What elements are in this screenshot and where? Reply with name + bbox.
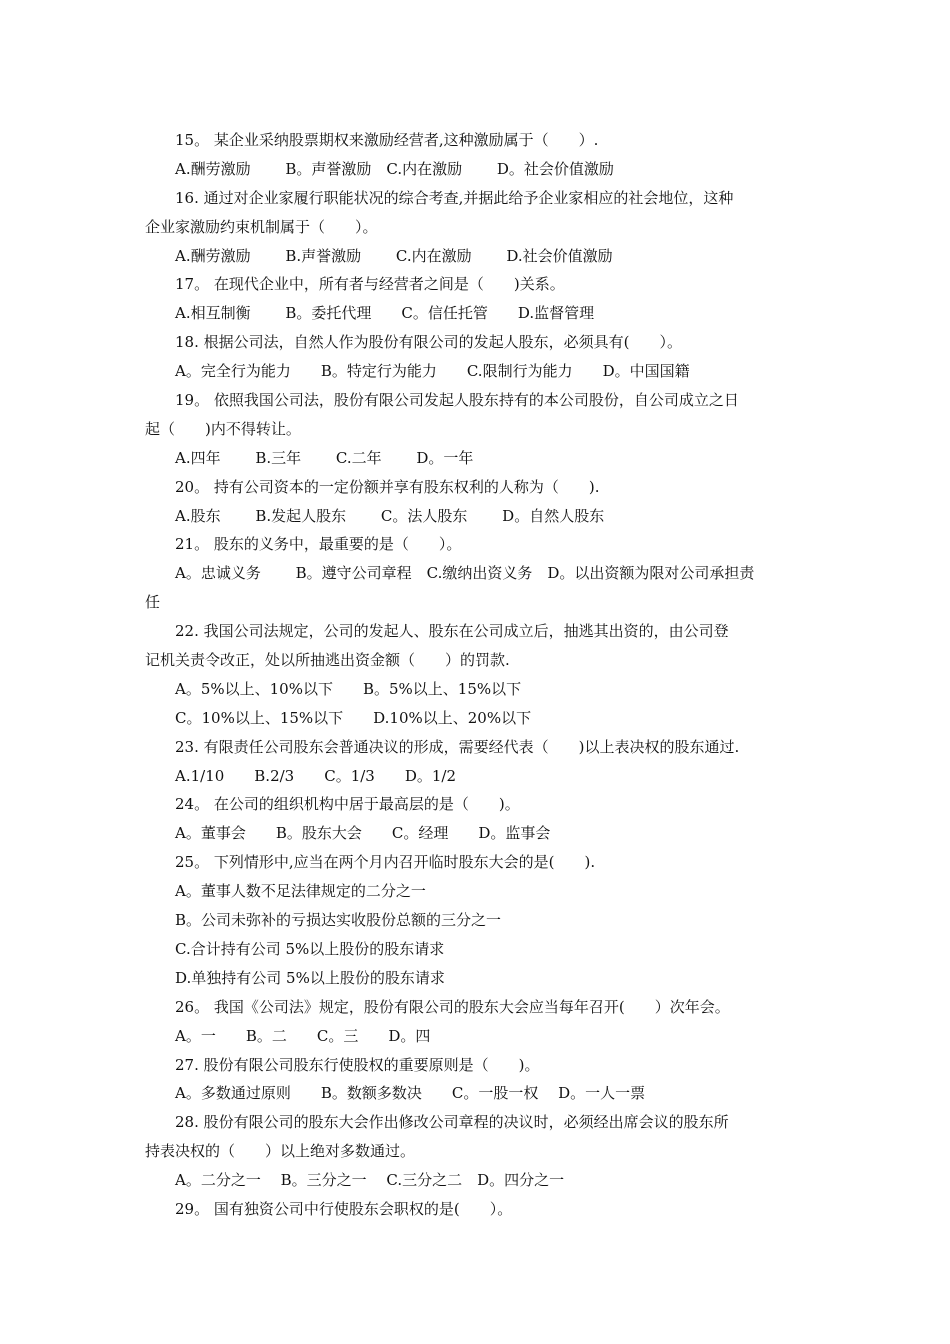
text-line: C.合计持有公司 5%以上股份的股东请求 bbox=[175, 939, 445, 958]
text-line: 20。 持有公司资本的一定份额并享有股东权利的人称为（ ). bbox=[175, 477, 600, 496]
text-line: 26。 我国《公司法》规定，股份有限公司的股东大会应当每年召开( ）次年会。 bbox=[175, 997, 730, 1016]
text-line: 16. 通过对企业家履行职能状况的综合考查,并据此给予企业家相应的社会地位，这种 bbox=[175, 188, 734, 207]
text-line: 持表决权的（ ）以上绝对多数通过。 bbox=[145, 1142, 416, 1161]
text-line: 记机关责令改正，处以所抽逃出资金额（ ）的罚款. bbox=[145, 651, 510, 670]
text-line: A.酬劳激励 B。声誉激励 C.内在激励 D。社会价值激励 bbox=[175, 159, 614, 178]
text-line: A.1/10 B.2/3 C。1/3 D。1/2 bbox=[175, 766, 457, 785]
text-line: 28. 股份有限公司的股东大会作出修改公司章程的决议时，必须经出席会议的股东所 bbox=[175, 1113, 729, 1132]
text-line: 起（ )内不得转让。 bbox=[145, 419, 301, 438]
text-line: A。多数通过原则 B。数额多数决 C。一股一权 D。一人一票 bbox=[175, 1084, 646, 1103]
text-line: 任 bbox=[145, 593, 161, 612]
text-line: 19。 依照我国公司法，股份有限公司发起人股东持有的本公司股份，自公司成立之日 bbox=[175, 391, 739, 410]
text-line: 21。 股东的义务中，最重要的是（ ）。 bbox=[175, 535, 462, 554]
text-line: A。二分之一 B。三分之一 C.三分之二 D。四分之一 bbox=[175, 1171, 565, 1190]
text-line: 18. 根据公司法，自然人作为股份有限公司的发起人股东，必须具有( ）。 bbox=[175, 333, 682, 352]
text-line: 22. 我国公司法规定，公司的发起人、股东在公司成立后，抽逃其出资的，由公司登 bbox=[175, 622, 729, 641]
text-line: B。公司未弥补的亏损达实收股份总额的三分之一 bbox=[175, 911, 502, 930]
text-line: 27. 股份有限公司股东行使股权的重要原则是（ )。 bbox=[175, 1055, 540, 1074]
text-line: A.股东 B.发起人股东 C。法人股东 D。自然人股东 bbox=[175, 506, 605, 525]
text-line: A.相互制衡 B。委托代理 C。信任托管 D.监督管理 bbox=[175, 304, 595, 323]
text-line: A。忠诚义务 B。遵守公司章程 C.缴纳出资义务 D。以出资额为限对公司承担责 bbox=[175, 564, 755, 583]
text-line: 17。 在现代企业中，所有者与经营者之间是（ )关系。 bbox=[175, 275, 565, 294]
text-line: A。董事人数不足法律规定的二分之一 bbox=[175, 882, 426, 901]
text-line: A.四年 B.三年 C.二年 D。一年 bbox=[175, 448, 474, 467]
text-line: 23. 有限责任公司股东会普通决议的形成，需要经代表（ )以上表决权的股东通过. bbox=[175, 737, 740, 756]
text-line: A。一 B。二 C。三 D。四 bbox=[175, 1026, 431, 1045]
text-line: 15。 某企业采纳股票期权来激励经营者,这种激励属于（ ）. bbox=[175, 131, 599, 149]
text-line: D.单独持有公司 5%以上股份的股东请求 bbox=[175, 968, 445, 987]
text-line: 29。 国有独资公司中行使股东会职权的是( ）。 bbox=[175, 1199, 513, 1218]
text-line: 24。 在公司的组织机构中居于最高层的是（ )。 bbox=[175, 795, 520, 814]
text-line: A.酬劳激励 B.声誉激励 C.内在激励 D.社会价值激励 bbox=[175, 246, 613, 265]
text-line: 25。 下列情形中,应当在两个月内召开临时股东大会的是( ). bbox=[175, 853, 596, 872]
text-line: A。完全行为能力 B。特定行为能力 C.限制行为能力 D。中国国籍 bbox=[175, 362, 690, 381]
text-line: A。董事会 B。股东大会 C。经理 D。监事会 bbox=[175, 824, 551, 843]
text-line: C。10%以上、15%以下 D.10%以上、20%以下 bbox=[175, 708, 532, 727]
text-line: A。5%以上、10%以下 B。5%以上、15%以下 bbox=[175, 679, 522, 698]
text-line: 企业家激励约束机制属于（ ）。 bbox=[145, 217, 378, 236]
